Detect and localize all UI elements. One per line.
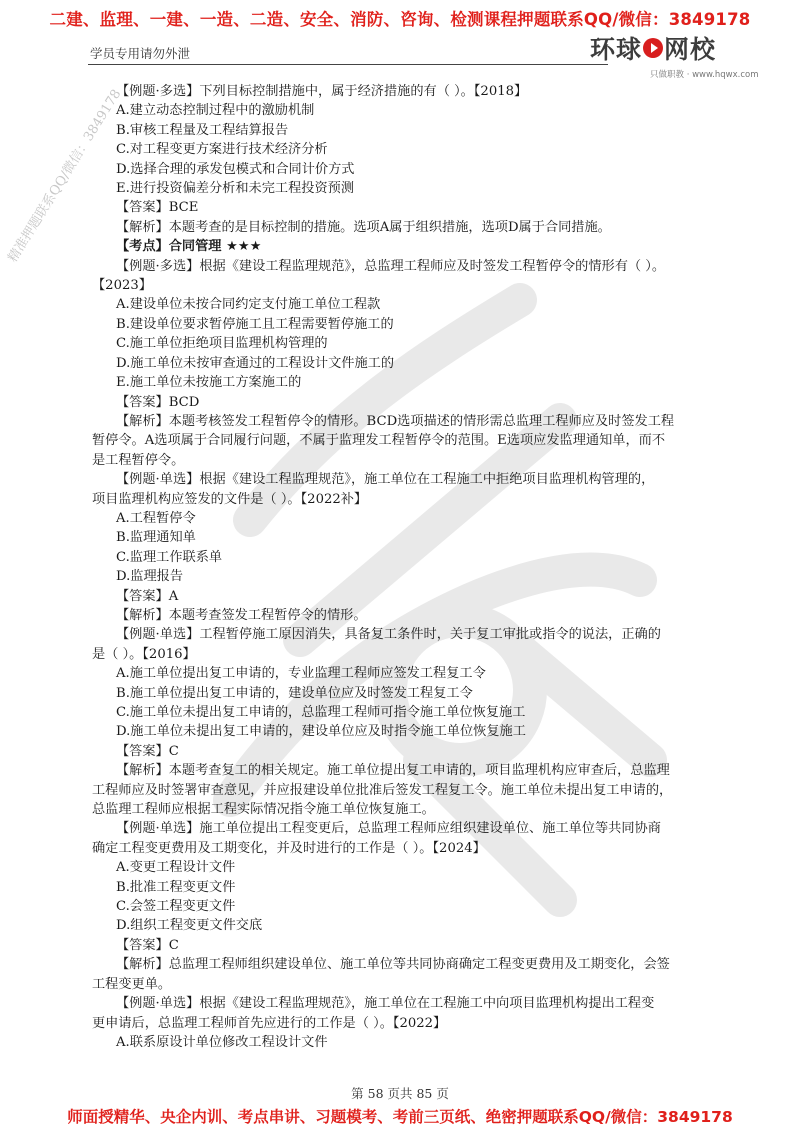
logo-text-left: 环球 [590, 35, 643, 64]
answer-option: A.工程暂停令 [116, 510, 196, 526]
document-body [92, 82, 712, 1052]
answer-option: D.组织工程变更文件交底 [116, 918, 263, 934]
answer-option: B.批准工程变更文件 [116, 879, 236, 895]
answer-option: E.施工单位未按施工方案施工的 [116, 375, 302, 391]
answer-option: D.施工单位未提出复工申请的，建设单位应及时指令施工单位恢复施工 [116, 724, 526, 740]
play-icon [643, 38, 663, 58]
text-line: 【答案】BCE [116, 200, 199, 216]
text-line: 总监理工程师应根据工程实际情况指令施工单位恢复施工。 [92, 802, 435, 818]
text-line: 【例题·单选】根据《建设工程监理规范》，施工单位在工程施工中向项目监理机构提出工程变 [116, 996, 655, 1012]
text-line: 项目监理机构应签发的文件是（ ）。【2022补】 [92, 491, 368, 507]
text-line: 【解析】总监理工程师组织建设单位、施工单位等共同协商确定工程变更费用及工期变化，会签 [116, 957, 670, 973]
text-line: 【例题·多选】根据《建设工程监理规范》，总监理工程师应及时签发工程暂停令的情形有（ ）。 [116, 258, 666, 274]
page-number: 第 58 页共 85 页 [351, 1086, 449, 1101]
text-line: 是（ ）。【2016】 [92, 646, 196, 662]
text-line: 【例题·多选】下列目标控制措施中，属于经济措施的有（ ）。【2018】 [116, 84, 528, 99]
answer-option: E.进行投资偏差分析和未完工程投资预测 [116, 181, 355, 197]
header-divider [88, 64, 608, 65]
text-line: 【例题·单选】施工单位提出工程变更后，总监理工程师应组织建设单位、施工单位等共同协商 [116, 821, 661, 837]
header-notice: 学员专用请勿外泄 [90, 46, 191, 61]
text-line: 【解析】本题考查复工的相关规定。施工单位提出复工申请的，项目监理机构应审查后，总监理 [116, 763, 670, 779]
text-line: 【答案】A [116, 588, 179, 604]
answer-option: B.施工单位提出复工申请的，建设单位应及时签发工程复工令 [116, 685, 473, 701]
bottom-promo-banner: 师面授精华、央企内训、考点串讲、习题模考、考前三页纸、绝密押题联系QQ/微信：3849178 [67, 1108, 733, 1126]
answer-option: C.监理工作联系单 [116, 549, 223, 565]
answer-option: C.会签工程变更文件 [116, 899, 236, 915]
rating-stars-icon: ★★★ [226, 239, 262, 255]
top-promo-banner: 二建、监理、一建、一造、二造、安全、消防、咨询、检测课程押题联系QQ/微信：3849178 [49, 10, 751, 29]
answer-option: D.选择合理的承发包模式和合同计价方式 [116, 161, 355, 177]
logo-text-right: 网校 [664, 35, 717, 64]
logo-subtitle: 只做职教 · www.hqwx.com [650, 70, 759, 80]
text-line: 【例题·单选】工程暂停施工原因消失，具备复工条件时，关于复工审批或指令的说法，正确的 [116, 627, 661, 643]
answer-option: A.建设单位未按合同约定支付施工单位工程款 [116, 297, 381, 313]
answer-option: A.变更工程设计文件 [116, 860, 236, 876]
answer-option: A.联系原设计单位修改工程设计文件 [116, 1034, 328, 1050]
answer-option: C.对工程变更方案进行技术经济分析 [116, 142, 328, 158]
text-line: 【例题·单选】根据《建设工程监理规范》，施工单位在工程施工中拒绝项目监理机构管理的， [116, 472, 655, 488]
answer-option: C.施工单位未提出复工申请的，总监理工程师可指令施工单位恢复施工 [116, 705, 526, 720]
answer-option: B.审核工程量及工程结算报告 [116, 122, 289, 138]
text-line: 【答案】C [116, 937, 179, 953]
kaodian-heading [92, 237, 712, 256]
text-line: 是工程暂停令。 [92, 452, 185, 468]
text-line: 工程师应及时签署审查意见，并应报建设单位批准后签发工程复工令。施工单位未提出复工申请的， [92, 782, 673, 798]
text-line: 暂停令。A选项属于合同履行问题，不属于监理发工程暂停令的范围。E选项应发监理通知单，而不 [92, 433, 666, 449]
answer-option: D.施工单位未按审查通过的工程设计文件施工的 [116, 355, 395, 371]
text-line: 确定工程变更费用及工期变化，并及时进行的工作是（ ）。【2024】 [92, 840, 486, 856]
text-line: 【解析】本题考查的是目标控制的措施。选项A属于组织措施，选项D属于合同措施。 [116, 219, 611, 235]
answer-option: A.建立动态控制过程中的激励机制 [116, 103, 315, 119]
text-line: 【2023】 [92, 278, 152, 294]
text-line: 【答案】BCD [116, 394, 200, 410]
answer-option: B.建设单位要求暂停施工且工程需要暂停施工的 [116, 316, 394, 332]
answer-option: A.施工单位提出复工申请的，专业监理工程师应签发工程复工令 [116, 666, 486, 682]
answer-option: D.监理报告 [116, 569, 184, 585]
answer-option: C.施工单位拒绝项目监理机构管理的 [116, 336, 328, 352]
brand-logo [590, 30, 759, 80]
text-line: 工程变更单。 [92, 976, 172, 992]
text-line: 【解析】本题考查签发工程暂停令的情形。 [116, 607, 367, 623]
kaodian-label: 【考点】合同管理 [116, 239, 227, 255]
text-line: 更申请后，总监理工程师首先应进行的工作是（ ）。【2022】 [92, 1015, 447, 1031]
side-watermark: 精准押题联系QQ/微信：3849178 [5, 87, 125, 266]
text-line: 【答案】C [116, 743, 179, 759]
answer-option: B.监理通知单 [116, 530, 196, 546]
text-line: 【解析】本题考核签发工程暂停令的情形。BCD选项描述的情形需总监理工程师应及时签发工程 [116, 413, 675, 429]
